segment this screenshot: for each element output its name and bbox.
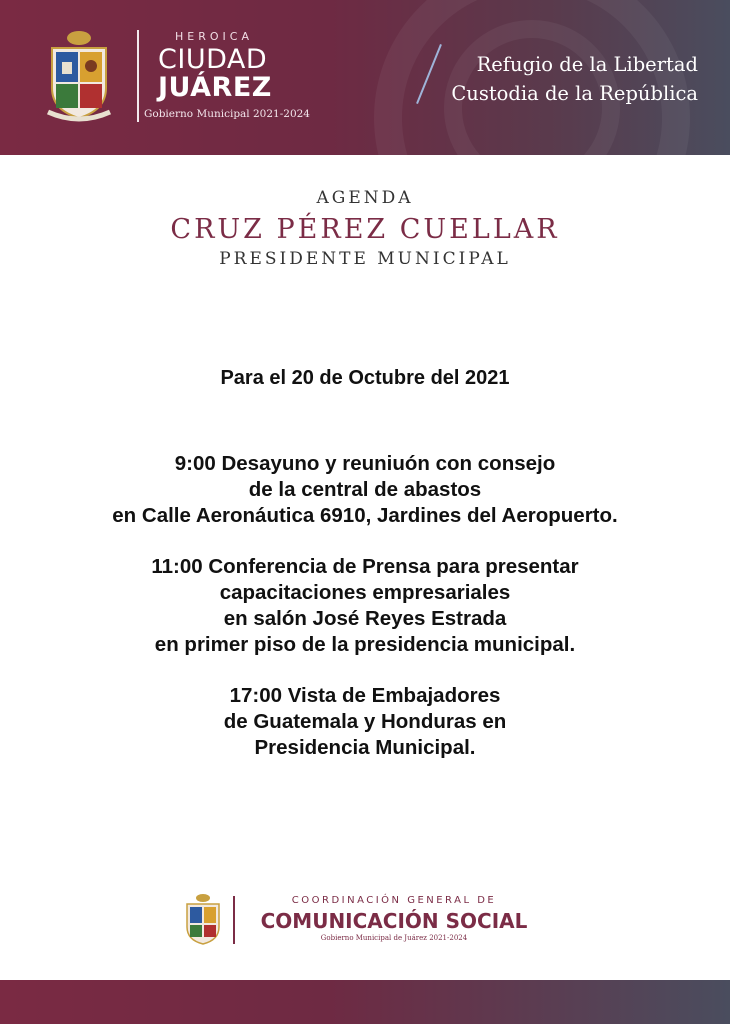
footer-band	[0, 980, 730, 1024]
agenda-date: Para el 20 de Octubre del 2021	[220, 367, 510, 389]
event-item	[0, 683, 730, 761]
event-line: 17:00 Vista de Embajadores	[229, 684, 501, 707]
heroica-label: HEROICA	[175, 30, 253, 43]
footer-gobierno-label: Gobierno Municipal de Juárez 2021-2024	[320, 934, 468, 942]
event-line: en salón José Reyes Estrada	[223, 607, 507, 630]
ciudad-label: CIUDAD	[158, 44, 268, 75]
event-item	[0, 554, 730, 658]
coordinacion-label: COORDINACIÓN GENERAL DE	[291, 895, 497, 906]
event-item	[0, 451, 730, 529]
footer-divider	[233, 896, 235, 944]
juarez-label: JUÁREZ	[158, 72, 272, 103]
agenda-heading: AGENDA	[316, 188, 414, 208]
president-role: PRESIDENTE MUNICIPAL	[219, 249, 511, 269]
gobierno-label: Gobierno Municipal 2021-2024	[144, 108, 310, 120]
event-line: de Guatemala y Honduras en	[223, 710, 507, 733]
header-banner	[0, 0, 730, 155]
event-list	[0, 451, 730, 786]
agenda-title-block	[0, 188, 730, 269]
motto-line: Custodia de la República	[451, 82, 698, 105]
event-line: 9:00 Desayuno y reuniuón con consejo	[174, 452, 556, 475]
event-line: en Calle Aeronáutica 6910, Jardines del Aeropuerto.	[112, 504, 618, 527]
president-name: CRUZ PÉREZ CUELLAR	[170, 214, 560, 245]
event-line: 11:00 Conferencia de Prensa para presentar	[151, 555, 579, 578]
motto-line: Refugio de la Libertad	[476, 53, 698, 76]
comunicacion-social-label: COMUNICACIÓN SOCIAL	[260, 909, 528, 933]
event-line: en primer piso de la presidencia municipal.	[154, 633, 576, 656]
header-divider	[137, 30, 139, 122]
event-line: de la central de abastos	[248, 478, 482, 501]
coat-of-arms-icon	[44, 28, 114, 123]
motto	[451, 50, 698, 108]
coat-of-arms-icon	[183, 892, 223, 947]
event-line: Presidencia Municipal.	[254, 736, 476, 759]
event-line: capacitaciones empresariales	[219, 581, 511, 604]
